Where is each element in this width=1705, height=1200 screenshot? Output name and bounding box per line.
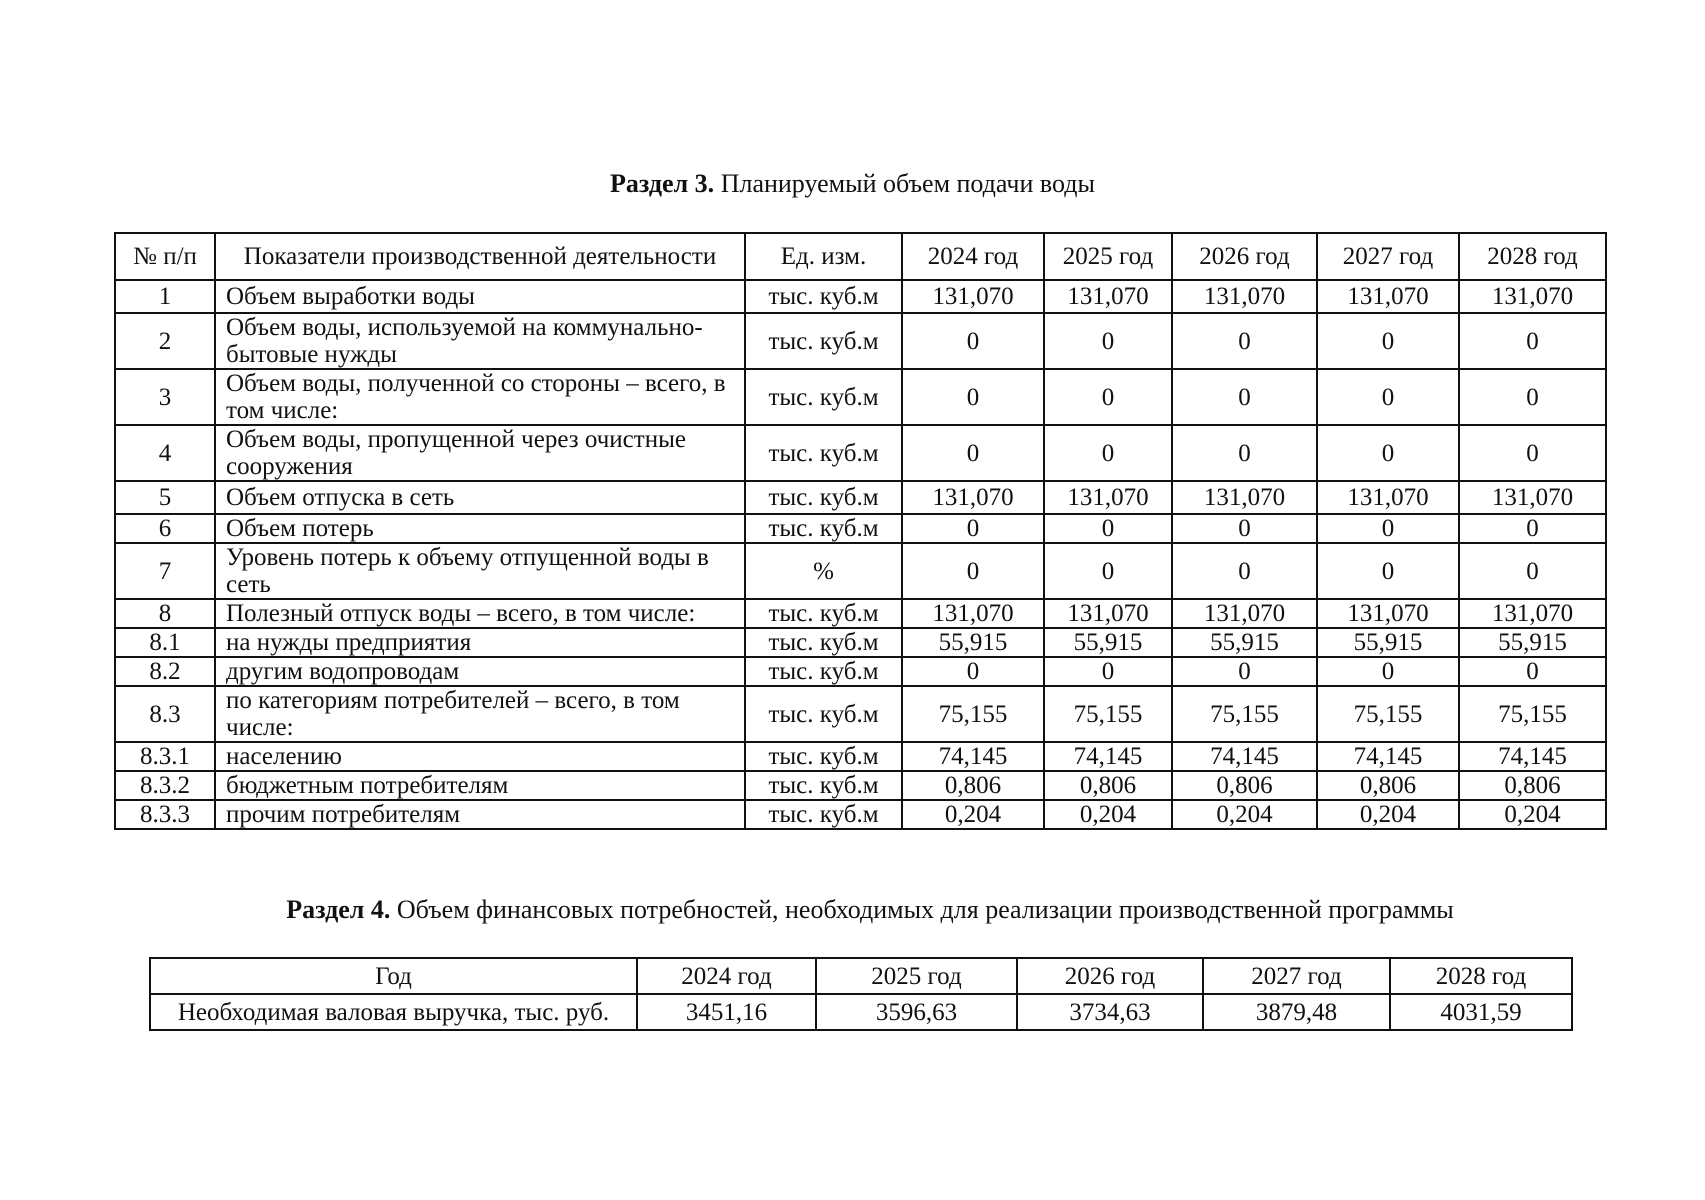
unit-cell: тыс. куб.м xyxy=(745,425,902,481)
production-table xyxy=(114,232,1607,830)
indicator-name: бюджетным потребителям xyxy=(215,771,745,800)
value-cell: 0 xyxy=(1317,369,1459,425)
table-row xyxy=(115,280,1606,313)
value-cell: 131,070 xyxy=(902,280,1044,313)
column-header: 2024 год xyxy=(902,233,1044,280)
value-cell: 0 xyxy=(1172,313,1317,369)
indicator-name: Объем отпуска в сеть xyxy=(215,481,745,514)
indicator-name: Объем потерь xyxy=(215,514,745,543)
value-cell: 0 xyxy=(1317,514,1459,543)
value-cell: 0 xyxy=(1172,425,1317,481)
row-number: 4 xyxy=(115,425,215,481)
value-cell: 0 xyxy=(1317,657,1459,686)
value-cell: 131,070 xyxy=(902,481,1044,514)
value-cell: 0 xyxy=(1044,543,1172,599)
value-cell: 131,070 xyxy=(1459,280,1606,313)
table-row xyxy=(115,686,1606,742)
value-cell: 0,806 xyxy=(1459,771,1606,800)
value-cell: 0,204 xyxy=(1044,800,1172,829)
column-header: 2025 год xyxy=(816,958,1017,994)
table-row xyxy=(115,425,1606,481)
value-cell: 131,070 xyxy=(1172,599,1317,628)
column-header: 2027 год xyxy=(1203,958,1390,994)
value-cell: 131,070 xyxy=(1044,481,1172,514)
indicator-name: прочим потребителям xyxy=(215,800,745,829)
unit-cell: тыс. куб.м xyxy=(745,280,902,313)
indicator-name: другим водопроводам xyxy=(215,657,745,686)
value-cell: 131,070 xyxy=(1459,599,1606,628)
value-cell: 0 xyxy=(1317,425,1459,481)
row-number: 3 xyxy=(115,369,215,425)
row-number: 8.3 xyxy=(115,686,215,742)
value-cell: 131,070 xyxy=(1172,280,1317,313)
indicator-name: Необходимая валовая выручка, тыс. руб. xyxy=(150,994,637,1030)
value-cell: 74,145 xyxy=(1172,742,1317,771)
value-cell: 131,070 xyxy=(1317,481,1459,514)
column-header: Год xyxy=(150,958,637,994)
value-cell: 0 xyxy=(902,657,1044,686)
value-cell: 0 xyxy=(1044,657,1172,686)
column-header: Ед. изм. xyxy=(745,233,902,280)
indicator-name: по категориям потребителей – всего, в том числе: xyxy=(215,686,745,742)
unit-cell: тыс. куб.м xyxy=(745,313,902,369)
row-number: 2 xyxy=(115,313,215,369)
finance-table xyxy=(149,957,1573,1031)
indicator-name: Объем воды, полученной со стороны – всего, в том числе: xyxy=(215,369,745,425)
value-cell: 3596,63 xyxy=(816,994,1017,1030)
value-cell: 0 xyxy=(1459,657,1606,686)
table-row xyxy=(115,313,1606,369)
table-row xyxy=(115,543,1606,599)
indicator-name: Объем воды, используемой на коммунально-бытовые нужды xyxy=(215,313,745,369)
value-cell: 0 xyxy=(1044,369,1172,425)
table-row xyxy=(115,599,1606,628)
table-row xyxy=(115,771,1606,800)
value-cell: 75,155 xyxy=(1459,686,1606,742)
section-4-heading: Объем финансовых потребностей, необходимых для реализации производственной программы xyxy=(396,895,1454,924)
value-cell: 0 xyxy=(902,313,1044,369)
value-cell: 0 xyxy=(1172,369,1317,425)
unit-cell: тыс. куб.м xyxy=(745,686,902,742)
column-header: 2026 год xyxy=(1017,958,1203,994)
table-row xyxy=(115,800,1606,829)
value-cell: 0,204 xyxy=(1317,800,1459,829)
section-4-title xyxy=(30,895,1705,925)
value-cell: 0 xyxy=(1459,425,1606,481)
value-cell: 131,070 xyxy=(1317,599,1459,628)
value-cell: 0 xyxy=(1317,313,1459,369)
value-cell: 0 xyxy=(1044,313,1172,369)
value-cell: 131,070 xyxy=(1459,481,1606,514)
row-number: 5 xyxy=(115,481,215,514)
value-cell: 0 xyxy=(902,514,1044,543)
section-3-label: Раздел 3. xyxy=(610,169,715,198)
unit-cell: тыс. куб.м xyxy=(745,657,902,686)
value-cell: 75,155 xyxy=(1172,686,1317,742)
column-header: 2028 год xyxy=(1390,958,1572,994)
table-row xyxy=(115,369,1606,425)
value-cell: 131,070 xyxy=(1044,599,1172,628)
column-header: № п/п xyxy=(115,233,215,280)
indicator-name: Уровень потерь к объему отпущенной воды в сеть xyxy=(215,543,745,599)
value-cell: 55,915 xyxy=(902,628,1044,657)
value-cell: 0,806 xyxy=(1044,771,1172,800)
value-cell: 55,915 xyxy=(1172,628,1317,657)
row-number: 8.3.1 xyxy=(115,742,215,771)
value-cell: 74,145 xyxy=(1317,742,1459,771)
unit-cell: тыс. куб.м xyxy=(745,742,902,771)
value-cell: 0 xyxy=(1044,425,1172,481)
section-3-heading: Планируемый объем подачи воды xyxy=(720,169,1095,198)
value-cell: 75,155 xyxy=(902,686,1044,742)
value-cell: 0 xyxy=(1459,543,1606,599)
row-number: 7 xyxy=(115,543,215,599)
value-cell: 75,155 xyxy=(1317,686,1459,742)
value-cell: 4031,59 xyxy=(1390,994,1572,1030)
unit-cell: тыс. куб.м xyxy=(745,628,902,657)
value-cell: 0,204 xyxy=(1459,800,1606,829)
value-cell: 0 xyxy=(902,425,1044,481)
table-row xyxy=(115,742,1606,771)
value-cell: 3451,16 xyxy=(637,994,816,1030)
value-cell: 0 xyxy=(1459,313,1606,369)
value-cell: 0,204 xyxy=(902,800,1044,829)
table-row xyxy=(115,657,1606,686)
value-cell: 0 xyxy=(1172,514,1317,543)
unit-cell: тыс. куб.м xyxy=(745,481,902,514)
value-cell: 0 xyxy=(1459,369,1606,425)
row-number: 8.3.3 xyxy=(115,800,215,829)
value-cell: 74,145 xyxy=(1459,742,1606,771)
column-header: Показатели производственной деятельности xyxy=(215,233,745,280)
indicator-name: Объем воды, пропущенной через очистные сооружения xyxy=(215,425,745,481)
value-cell: 0 xyxy=(1459,514,1606,543)
table-row xyxy=(115,481,1606,514)
value-cell: 0 xyxy=(902,543,1044,599)
row-number: 8.3.2 xyxy=(115,771,215,800)
indicator-name: Полезный отпуск воды – всего, в том числе: xyxy=(215,599,745,628)
indicator-name: населению xyxy=(215,742,745,771)
unit-cell: тыс. куб.м xyxy=(745,599,902,628)
unit-cell: тыс. куб.м xyxy=(745,514,902,543)
section-3-title xyxy=(0,169,1705,199)
production-table-body xyxy=(115,280,1606,829)
unit-cell: тыс. куб.м xyxy=(745,771,902,800)
value-cell: 0,806 xyxy=(1317,771,1459,800)
column-header: 2027 год xyxy=(1317,233,1459,280)
table-row xyxy=(115,514,1606,543)
value-cell: 55,915 xyxy=(1459,628,1606,657)
value-cell: 55,915 xyxy=(1317,628,1459,657)
column-header: 2028 год xyxy=(1459,233,1606,280)
row-number: 6 xyxy=(115,514,215,543)
value-cell: 131,070 xyxy=(902,599,1044,628)
row-number: 8.2 xyxy=(115,657,215,686)
value-cell: 0 xyxy=(902,369,1044,425)
value-cell: 3734,63 xyxy=(1017,994,1203,1030)
value-cell: 131,070 xyxy=(1172,481,1317,514)
value-cell: 131,070 xyxy=(1044,280,1172,313)
value-cell: 0,806 xyxy=(902,771,1044,800)
row-number: 8 xyxy=(115,599,215,628)
section-4-label: Раздел 4. xyxy=(286,895,391,924)
value-cell: 0 xyxy=(1317,543,1459,599)
column-header: 2025 год xyxy=(1044,233,1172,280)
finance-table-header xyxy=(150,958,1572,994)
value-cell: 0 xyxy=(1172,657,1317,686)
value-cell: 0 xyxy=(1044,514,1172,543)
value-cell: 3879,48 xyxy=(1203,994,1390,1030)
unit-cell: тыс. куб.м xyxy=(745,800,902,829)
value-cell: 0,204 xyxy=(1172,800,1317,829)
value-cell: 0,806 xyxy=(1172,771,1317,800)
production-table-header xyxy=(115,233,1606,280)
value-cell: 74,145 xyxy=(1044,742,1172,771)
column-header: 2026 год xyxy=(1172,233,1317,280)
finance-table-body xyxy=(150,994,1572,1030)
table-row xyxy=(150,994,1572,1030)
value-cell: 75,155 xyxy=(1044,686,1172,742)
table-row xyxy=(115,628,1606,657)
row-number: 1 xyxy=(115,280,215,313)
unit-cell: % xyxy=(745,543,902,599)
row-number: 8.1 xyxy=(115,628,215,657)
column-header: 2024 год xyxy=(637,958,816,994)
value-cell: 0 xyxy=(1172,543,1317,599)
unit-cell: тыс. куб.м xyxy=(745,369,902,425)
indicator-name: Объем выработки воды xyxy=(215,280,745,313)
value-cell: 55,915 xyxy=(1044,628,1172,657)
indicator-name: на нужды предприятия xyxy=(215,628,745,657)
value-cell: 74,145 xyxy=(902,742,1044,771)
value-cell: 131,070 xyxy=(1317,280,1459,313)
